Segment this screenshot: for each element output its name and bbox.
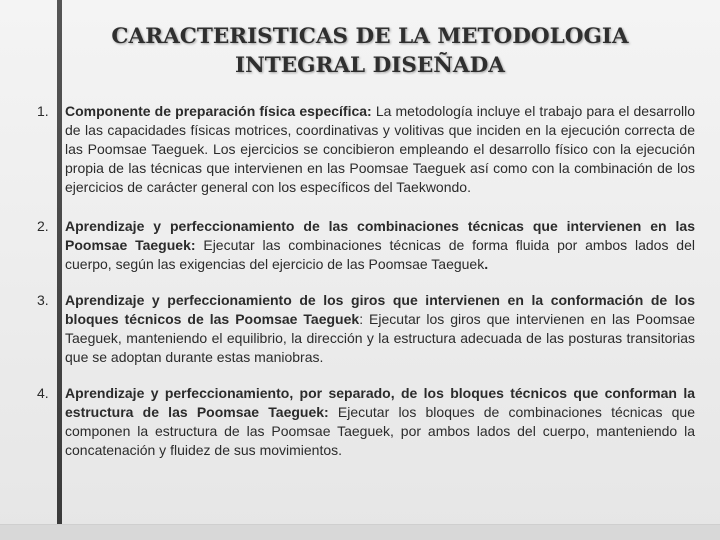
- item-tail: .: [484, 256, 489, 272]
- item-body: Ejecutar las combinaciones técnicas de forma fluida por ambos lados del cuerpo, según las exigencias del ejercicio de las Poomsae Taeguek: [65, 237, 695, 272]
- list-item: [0, 217, 695, 274]
- list-item: [0, 291, 695, 367]
- bottom-strip: [0, 524, 720, 540]
- slide-title: [70, 22, 670, 80]
- item-body: La metodología incluye el trabajo para el desarrollo de las capacidades físicas motrices, coordinativas y volitivas que inciden en la ejecución correcta de las Poomsae Taeguek. Los ejercicios se concibieron empleando el desarrollo físico con la ejecución propia de las técnicas que intervienen en las Poomsae Taeguek así como con la combinación de los ejercicios de carácter general con los específicos del Taekwondo.: [65, 103, 695, 195]
- item-number: 1.: [37, 103, 49, 119]
- item-number: 3.: [37, 292, 49, 308]
- title-line-2: INTEGRAL DISEÑADA: [235, 53, 505, 78]
- list-item: [0, 384, 695, 460]
- item-heading: Aprendizaje y perfeccionamiento, por separado, de los bloques técnicos que conforman la estructura de las Poomsae Taeguek:: [65, 385, 695, 420]
- item-heading: Aprendizaje y perfeccionamiento de las combinaciones técnicas que intervienen en las Poomsae Taeguek:: [65, 218, 695, 253]
- item-heading: Aprendizaje y perfeccionamiento de los giros que intervienen en la conformación de los bloques técnicos de las Poomsae Taeguek: [65, 292, 695, 327]
- list-item: [0, 102, 695, 197]
- item-number: 2.: [37, 218, 49, 234]
- item-body: Ejecutar los bloques de combinaciones técnicas que componen la estructura de las Poomsae Taeguek, por ambos lados del cuerpo, manteniendo la concatenación y fluidez de sus movimientos.: [65, 404, 695, 458]
- item-body: : Ejecutar los giros que intervienen en las Poomsae Taeguek, manteniendo el equilibrio, la dirección y la estructura adecuada de las posturas transitorias que se adoptan durante estas maniobras.: [65, 311, 695, 365]
- characteristics-list: [0, 102, 720, 460]
- item-heading: Componente de preparación física específica:: [65, 103, 372, 119]
- item-number: 4.: [37, 385, 49, 401]
- title-line-1: CARACTERISTICAS DE LA METODOLOGIA: [111, 24, 629, 49]
